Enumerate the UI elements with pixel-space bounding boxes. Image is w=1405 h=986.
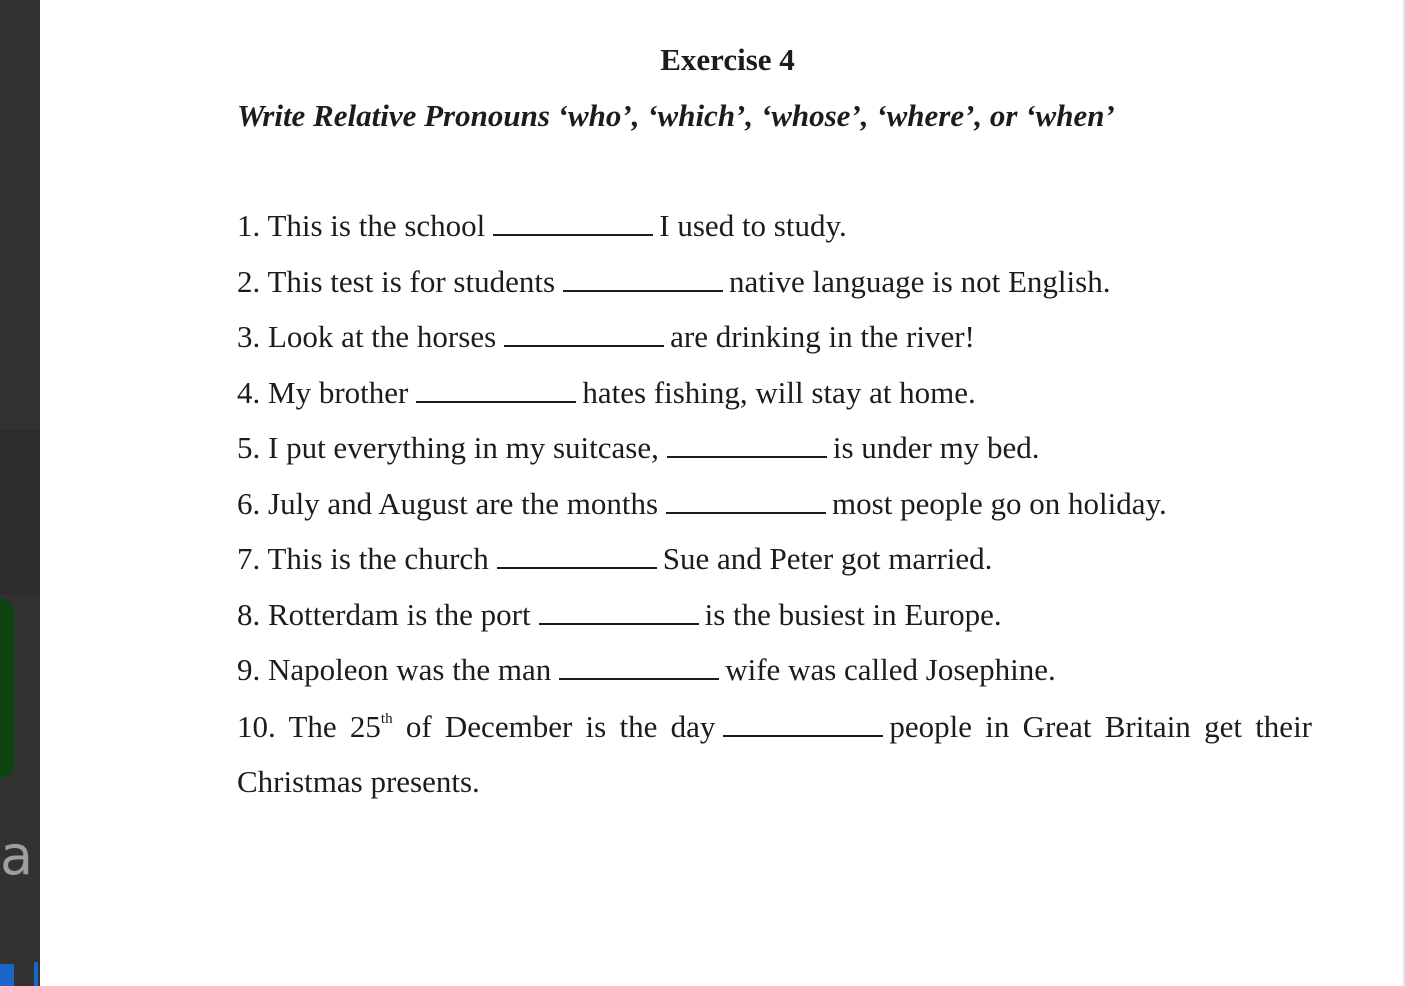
side-glyph: a [0,824,34,887]
item-text-before: 3. Look at the horses [237,319,497,354]
item-text-after: people in Great Britain get their Christmas presents. [237,708,1312,799]
exercise-item [237,206,1312,262]
left-app-strip [0,0,40,986]
blue-indicator [0,964,14,986]
answer-blank[interactable] [559,656,719,680]
answer-blank[interactable] [563,268,723,292]
exercise-items [237,206,1312,809]
item-text-after: are drinking in the river! [670,319,975,354]
item-text-before: 4. My brother [237,374,409,410]
item-text-before: 2. This test is for students [237,263,556,299]
item-text-after: Sue and Peter got married. [662,541,993,576]
answer-blank[interactable] [497,545,657,569]
worksheet-page [40,0,1403,986]
exercise-item [237,373,1312,429]
item-text-before: 5. I put everything in my suitcase, [237,430,659,465]
item-text-before: 9. Napoleon was the man [237,652,552,687]
item-text-after: wife was called Josephine. [725,652,1056,687]
item-text-before: 7. This is the church [237,541,489,576]
item-text-after: hates fishing, will stay at home. [582,374,976,410]
exercise-instruction: Write Relative Pronouns ‘who’, ‘which’, ‘whose’, ‘where’, or ‘when’ [237,98,1115,133]
item-text-before: 1. This is the school [237,208,486,243]
answer-blank[interactable] [723,713,883,737]
green-side-button[interactable] [0,598,14,778]
exercise-item [237,699,1312,809]
exercise-item [237,484,1312,540]
answer-blank[interactable] [667,434,827,458]
item-text-before: 10. The 25 [237,708,381,744]
strip-band [0,430,40,595]
item-text-after: I used to study. [659,208,847,243]
answer-blank[interactable] [539,601,699,625]
answer-blank[interactable] [666,490,826,514]
blue-indicator-edge [34,962,38,986]
answer-blank[interactable] [416,379,576,403]
item-text-after: native language is not English. [729,263,1111,299]
item-text-before-rest: of December is the day [392,708,716,744]
exercise-item [237,317,1312,373]
exercise-item [237,650,1312,706]
answer-blank[interactable] [504,323,664,347]
answer-blank[interactable] [493,212,653,236]
item-text-after: most people go on holiday. [832,485,1167,521]
exercise-item [237,428,1312,484]
item-text-after: is under my bed. [832,430,1040,465]
exercise-item [237,262,1312,318]
exercise-item [237,539,1312,595]
item-text-before: 6. July and August are the months [237,485,659,521]
item-text-before: 8. Rotterdam is the port [237,596,531,632]
exercise-title: Exercise 4 [660,42,795,77]
exercise-item [237,595,1312,651]
ordinal-suffix: th [380,710,393,727]
item-text-after: is the busiest in Europe. [704,596,1002,632]
